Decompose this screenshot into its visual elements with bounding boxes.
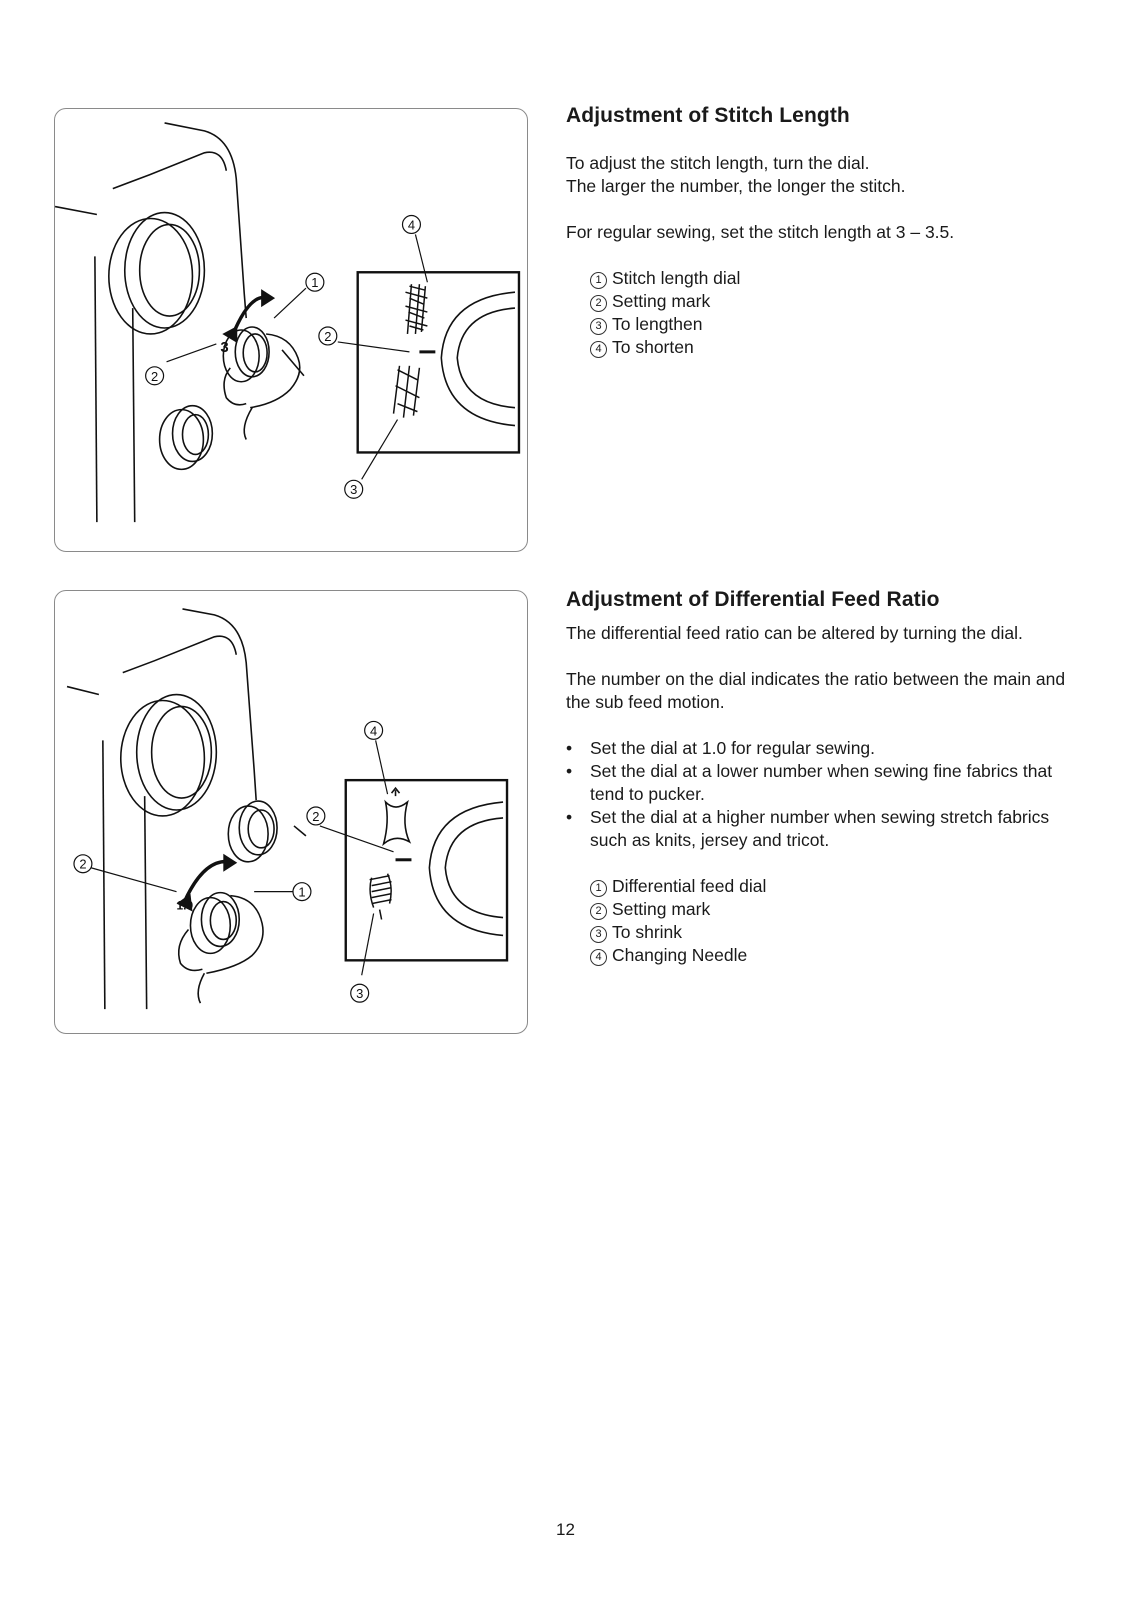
legend-item bbox=[590, 898, 1066, 921]
bullet-item: • Set the dial at a higher number when sewing stretch fabrics such as knits, jersey and tricot. bbox=[566, 806, 1066, 852]
legend-label: Differential feed dial bbox=[612, 876, 767, 896]
legend-number: 2 bbox=[590, 903, 607, 920]
differential-feed-illustration bbox=[54, 590, 528, 1034]
legend-label: Setting mark bbox=[612, 291, 711, 311]
legend-list bbox=[590, 267, 1066, 359]
paragraph: The differential feed ratio can be altered by turning the dial. bbox=[566, 623, 1023, 643]
bullet-item: • Set the dial at a lower number when sewing fine fabrics that tend to pucker. bbox=[566, 760, 1066, 806]
callout-2-left bbox=[146, 367, 164, 385]
callout-1 bbox=[306, 273, 324, 291]
paragraph: The larger the number, the longer the stitch. bbox=[566, 176, 906, 196]
callout-2-left bbox=[74, 855, 92, 873]
bullet-list bbox=[566, 737, 1066, 852]
callout-4 bbox=[365, 721, 383, 739]
legend-number: 1 bbox=[590, 272, 607, 289]
legend-item bbox=[590, 875, 1066, 898]
legend-item bbox=[590, 313, 1066, 336]
paragraph: The number on the dial indicates the ratio between the main and the sub feed motion. bbox=[566, 669, 1066, 712]
legend-label: To lengthen bbox=[612, 314, 703, 334]
callout-1 bbox=[293, 883, 311, 901]
section-heading: Adjustment of Differential Feed Ratio bbox=[566, 588, 940, 611]
callout-2-right bbox=[307, 807, 325, 825]
bullet-item: • Set the dial at 1.0 for regular sewing. bbox=[566, 737, 1066, 760]
svg-text:2: 2 bbox=[312, 808, 320, 824]
legend-label: Changing Needle bbox=[612, 945, 748, 965]
legend-item bbox=[590, 944, 1066, 967]
callout-4 bbox=[402, 216, 420, 234]
svg-text:4: 4 bbox=[370, 723, 378, 739]
svg-text:2: 2 bbox=[324, 328, 332, 344]
svg-text:1: 1 bbox=[311, 275, 319, 291]
section-heading: Adjustment of Stitch Length bbox=[566, 104, 850, 127]
svg-text:1: 1 bbox=[298, 884, 306, 900]
legend-number: 1 bbox=[590, 880, 607, 897]
stitch-length-diagram bbox=[55, 109, 527, 551]
stitch-length-section bbox=[566, 104, 1066, 359]
legend-item bbox=[590, 921, 1066, 944]
svg-text:3: 3 bbox=[350, 482, 358, 498]
legend-list bbox=[590, 875, 1066, 967]
legend-label: Stitch length dial bbox=[612, 268, 741, 288]
legend-label: To shorten bbox=[612, 337, 694, 357]
paragraph: For regular sewing, set the stitch length at 3 – 3.5. bbox=[566, 222, 955, 242]
callout-3 bbox=[351, 984, 369, 1002]
page-number: 12 bbox=[556, 1520, 575, 1539]
svg-text:2: 2 bbox=[79, 856, 87, 872]
legend-number: 3 bbox=[590, 926, 607, 943]
callout-3 bbox=[345, 480, 363, 498]
legend-item bbox=[590, 267, 1066, 290]
legend-item bbox=[590, 336, 1066, 359]
legend-number: 4 bbox=[590, 341, 607, 358]
legend-number: 2 bbox=[590, 295, 607, 312]
stitch-length-illustration bbox=[54, 108, 528, 552]
stitch-inset-frame bbox=[358, 272, 519, 452]
paragraph: To adjust the stitch length, turn the dial. bbox=[566, 153, 870, 173]
differential-feed-diagram bbox=[55, 591, 527, 1033]
callout-2-right bbox=[319, 327, 337, 345]
dial-number-label: 3 bbox=[220, 338, 229, 356]
svg-text:2: 2 bbox=[151, 368, 159, 384]
legend-number: 4 bbox=[590, 949, 607, 966]
differential-feed-section bbox=[566, 588, 1066, 967]
legend-number: 3 bbox=[590, 318, 607, 335]
dial-number-label: 1.0 bbox=[176, 898, 194, 913]
svg-text:4: 4 bbox=[407, 217, 416, 233]
legend-item bbox=[590, 290, 1066, 313]
legend-label: Setting mark bbox=[612, 899, 711, 919]
legend-label: To shrink bbox=[612, 922, 683, 942]
svg-text:3: 3 bbox=[356, 986, 364, 1002]
